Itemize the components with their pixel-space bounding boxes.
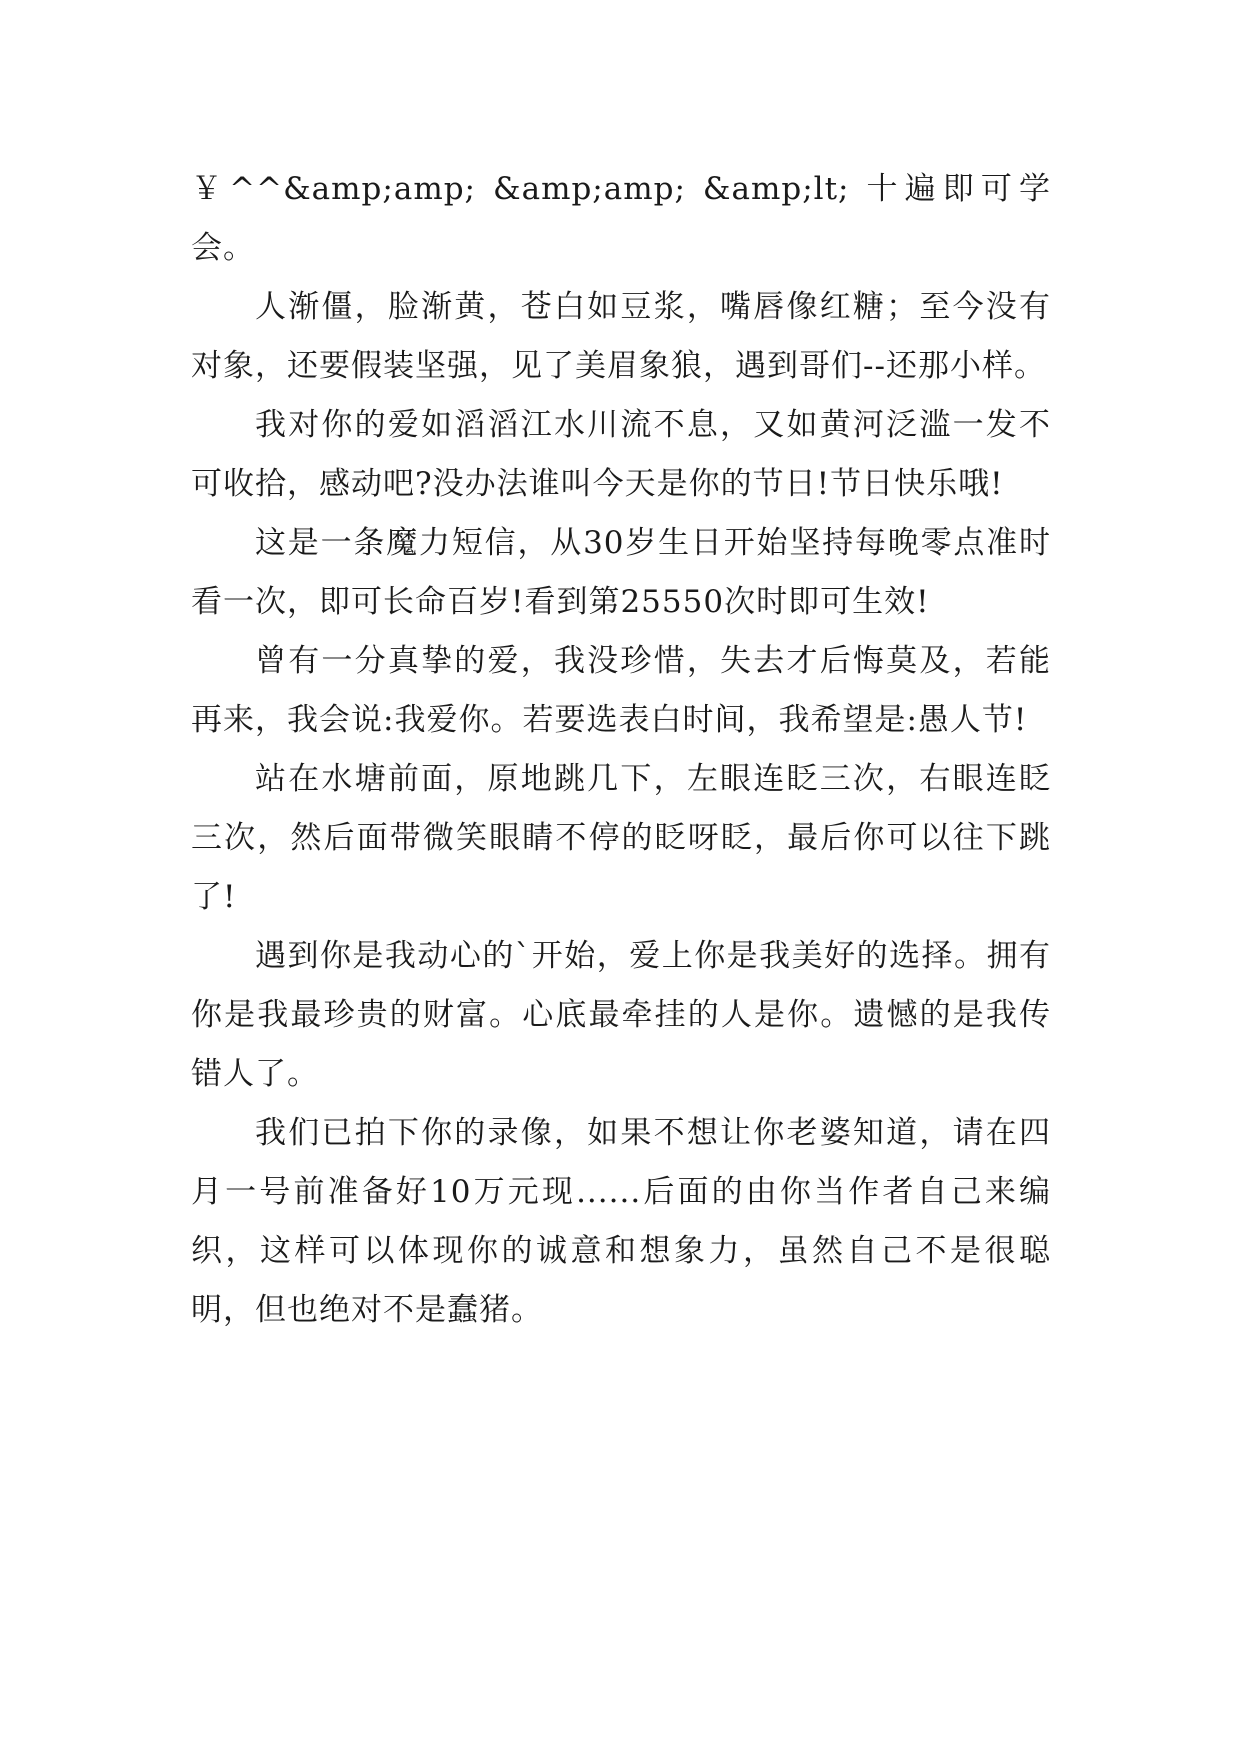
paragraph-2: 人渐僵，脸渐黄，苍白如豆浆，嘴唇像红糖；至今没有对象，还要假装坚强，见了美眉象狼，遇到哥们--还那小样。 (191, 289, 1051, 384)
document-body (191, 160, 1051, 1340)
paragraph-1: ￥^^&amp;amp; &amp;amp; &amp;lt; 十遍即可学会。 (191, 171, 1051, 266)
paragraph-5: 曾有一分真挚的爱，我没珍惜，失去才后悔莫及，若能再来，我会说:我爱你。若要选表白时间，我希望是:愚人节! (191, 643, 1051, 738)
paragraph-6: 站在水塘前面，原地跳几下，左眼连眨三次，右眼连眨三次，然后面带微笑眼睛不停的眨呀眨，最后你可以往下跳了! (191, 761, 1051, 915)
paragraph-4: 这是一条魔力短信，从30岁生日开始坚持每晚零点准时看一次，即可长命百岁!看到第25550次时即可生效! (191, 525, 1051, 620)
paragraph-3: 我对你的爱如滔滔江水川流不息，又如黄河泛滥一发不可收拾，感动吧?没办法谁叫今天是你的节日!节日快乐哦! (191, 407, 1051, 502)
paragraph-7: 遇到你是我动心的`开始，爱上你是我美好的选择。拥有你是我最珍贵的财富。心底最牵挂的人是你。遗憾的是我传错人了。 (191, 938, 1051, 1092)
paragraph-8: 我们已拍下你的录像，如果不想让你老婆知道，请在四月一号前准备好10万元现......后面的由你当作者自己来编织，这样可以体现你的诚意和想象力，虽然自己不是很聪明，但也绝对不是蠢猪。 (191, 1115, 1051, 1328)
